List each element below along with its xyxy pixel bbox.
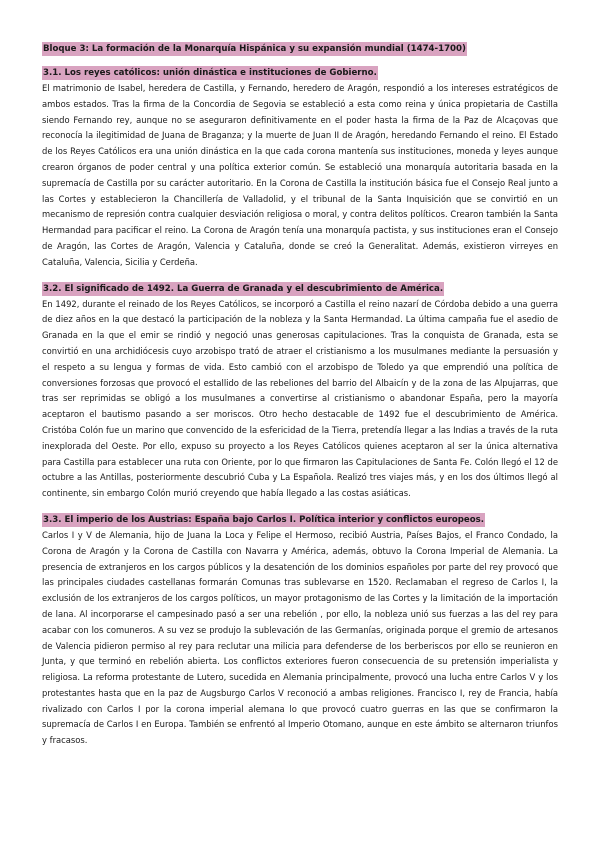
section-3-1 (42, 60, 558, 271)
section-title: 3.3. El imperio de los Austrias: España bajo Carlos I. Política interior y conflictos europeos. (43, 514, 485, 525)
section-body: El matrimonio de Isabel, heredera de Castilla, y Fernando, heredero de Aragón, respondió a los intereses estratégicos de ambos estados. Tras la firma de la Concordia de Segovia se estableció a esta como reina y única propietaria de Castilla siendo Fernando rey, aunque no se aseguraron definitivamente en el poder hasta la firma de la Paz de Alcaçovas que reconocía la ilegitimidad de Juana de Braganza; y la muerte de Juan II de Aragón, heredando Fernando el reino. El Estado de los Reyes Católicos era una unión dinástica en la que cada corona mantenía sus instituciones, moneda y leyes aunque crearon órganos de poder central y una política exterior común. Se estableció una monarquía autoritaria basada en la supremacía de Castilla por su carácter autoritario. En la Corona de Castilla la institución básica fue el Consejo Real junto a las Cortes y establecieron la Chancillería de Valladolid, y el tribunal de la Santa Inquisición que se convirtió en un mecanismo de represión contra cualquier desviación religiosa o moral, y contra delitos políticos. Crearon también la Santa Hermandad para pacificar el reino. La Corona de Aragón tenía una monarquía pactista, y sus instituciones eran el Consejo de Aragón, las Cortes de Aragón, Valencia y Cataluña, donde se creó la Generalitat. Además, existieron virreyes en Cataluña, Valencia, Sicilia y Cerdeña. (42, 83, 558, 267)
block-title: Bloque 3: La formación de la Monarquía Hispánica y su expansión mundial (1474-1700) (43, 44, 466, 54)
section-title: 3.1. Los reyes católicos: unión dinástica e instituciones de Gobierno. (43, 68, 377, 78)
section-3-2 (42, 276, 558, 502)
section-3-3 (42, 507, 558, 749)
section-title: 3.2. El significado de 1492. La Guerra de Granada y el descubrimiento de América. (43, 283, 444, 294)
section-body: En 1492, durante el reinado de los Reyes Católicos, se incorporó a Castilla el reino nazarí de Córdoba debido a una guerra de diez años en la que destacó la participación de la nobleza y la Santa Hermandad. La última campaña fue el asedio de Granada en la que el emir se rindió y negoció unas generosas capitulaciones. Tras la conquista de Granada, esta se convirtió en una archidiócesis cuyo arzobispo trató de atraer el cristianismo a los musulmanes mediante la persuasión y el respeto a su lengua y formas de vida. Esto cambió con el arzobispo de Toledo ya que emprendió una política de conversiones forzosas que provocó el estallido de las rebeliones del barrio del Albaicín y de la zona de las Alpujarras, que tras ser reprimidas se obligó a los musulmanes a convertirse al cristianismo o abandonar España, pero la mayoría aceptaron el bautismo pasando a ser moriscos. Otro hecho destacable de 1492 fue el descubrimiento de América. Cristóba Colón fue un marino que convencido de la esfericidad de la Tierra, pretendía llegar a las Indias a través de la ruta inexplorada del Oeste. Por ello, expuso su proyecto a los Reyes Católicos quienes aceptaron al ser la única alternativa para Castilla para establecer una ruta con Oriente, por lo que firmaron las Capitulaciones de Santa Fe. Colón llegó el 12 de octubre a las Antillas, posteriormente descubrió Cuba y La Española. Realizó tres viajes más, y en los dos últimos llegó al continente, sin embargo Colón murió creyendo que había llegado a las costas asiáticas. (42, 298, 558, 499)
section-body: Carlos I y V de Alemania, hijo de Juana la Loca y Felipe el Hermoso, recibió Austria, Países Bajos, el Franco Condado, la Corona de Aragón y la Corona de Castilla con Navarra y América, además, obtuvo la Corona Imperial de Alemania. La presencia de extranjeros en los cargos públicos y la desatención de los dominios españoles por parte del rey provocó que las principales ciudades castellanas formarán Comunas tras sublevarse en 1520. Reclamaban el regreso de Carlos I, la exclusión de los extranjeros de los cargos políticos, un mayor protagonismo de las Cortes y la limitación de la importación de lana. Al incorporarse el campesinado pasó a ser una rebelión , por ello, la nobleza unió sus fuerzas a las del rey para acabar con los comuneros. A su vez se produjo la sublevación de las Germanías, originada porque el gremio de artesanos de Valencia pidieron permiso al rey para reclutar una milicia para defenderse de los berberiscos por ello se reunieron en Junta, y que terminó en rebelión abierta. Los conflictos exteriores fueron consecuencia de su pretensión imperialista y religiosa. La reforma protestante de Lutero, sucedida en Alemania principalmente, provocó una lucha entre Carlos V y los protestantes hasta que en la paz de Augsburgo Carlos V reconoció a ambas religiones. Francisco I, rey de Francia, había rivalizado con Carlos I por la corona imperial alemana lo que provocó cuatro guerras en las que se confirmaron la supremacía de Carlos I en Europa. También se enfrentó al Imperio Otomano, aunque en este ámbito se alternaron triunfos y fracasos. (42, 529, 558, 746)
